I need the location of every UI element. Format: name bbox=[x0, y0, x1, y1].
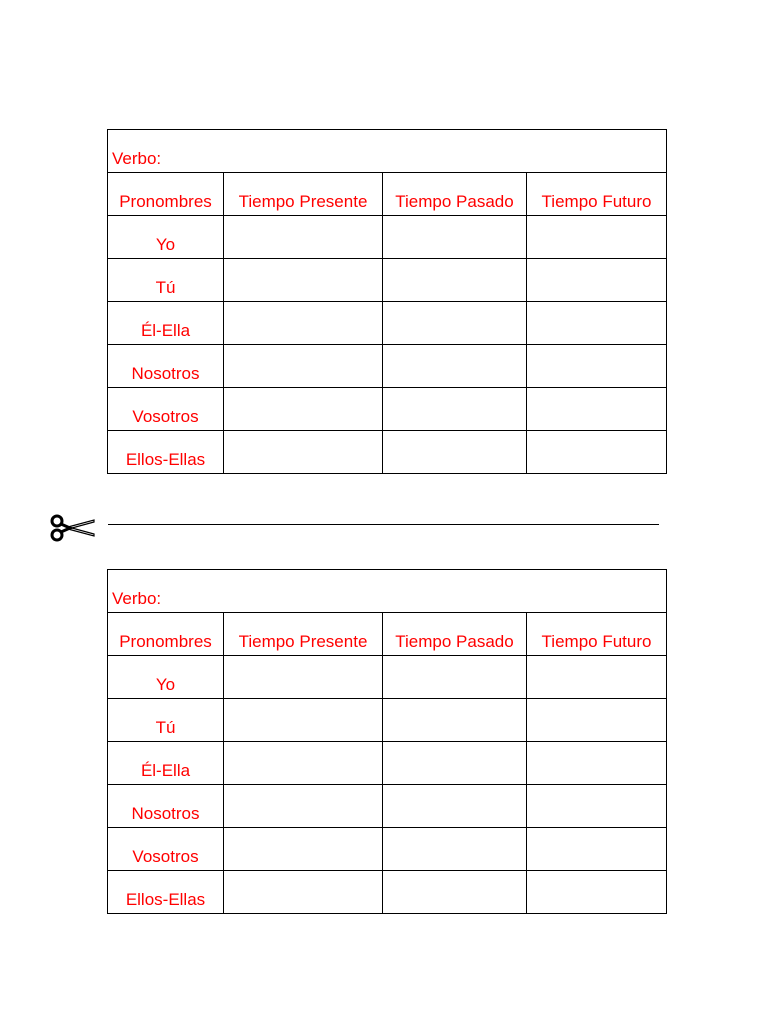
answer-cell-futuro[interactable] bbox=[527, 871, 667, 914]
scissors-icon bbox=[48, 514, 98, 542]
answer-cell-pasado[interactable] bbox=[383, 259, 527, 302]
table-row bbox=[108, 431, 667, 474]
table-row bbox=[108, 699, 667, 742]
pronoun-ellos-ellas: Ellos-Ellas bbox=[108, 431, 224, 474]
header-pronombres: Pronombres bbox=[108, 173, 224, 216]
answer-cell-futuro[interactable] bbox=[527, 656, 667, 699]
header-pronombres: Pronombres bbox=[108, 613, 224, 656]
answer-cell-presente[interactable] bbox=[224, 302, 383, 345]
pronoun-ellos-ellas: Ellos-Ellas bbox=[108, 871, 224, 914]
pronoun-yo: Yo bbox=[108, 216, 224, 259]
answer-cell-pasado[interactable] bbox=[383, 656, 527, 699]
answer-cell-pasado[interactable] bbox=[383, 699, 527, 742]
answer-cell-presente[interactable] bbox=[224, 742, 383, 785]
verb-row bbox=[108, 570, 667, 613]
answer-cell-presente[interactable] bbox=[224, 431, 383, 474]
answer-cell-presente[interactable] bbox=[224, 259, 383, 302]
answer-cell-presente[interactable] bbox=[224, 656, 383, 699]
answer-cell-pasado[interactable] bbox=[383, 388, 527, 431]
table-row bbox=[108, 388, 667, 431]
conjugation-table-2 bbox=[107, 569, 667, 914]
table-row bbox=[108, 216, 667, 259]
table-row bbox=[108, 742, 667, 785]
answer-cell-presente[interactable] bbox=[224, 785, 383, 828]
verb-label: Verbo: bbox=[108, 570, 667, 613]
answer-cell-pasado[interactable] bbox=[383, 871, 527, 914]
answer-cell-futuro[interactable] bbox=[527, 388, 667, 431]
table-row bbox=[108, 302, 667, 345]
verb-row bbox=[108, 130, 667, 173]
pronoun-el-ella: Él-Ella bbox=[108, 302, 224, 345]
answer-cell-futuro[interactable] bbox=[527, 828, 667, 871]
answer-cell-futuro[interactable] bbox=[527, 431, 667, 474]
answer-cell-futuro[interactable] bbox=[527, 742, 667, 785]
answer-cell-futuro[interactable] bbox=[527, 785, 667, 828]
table-row bbox=[108, 785, 667, 828]
answer-cell-pasado[interactable] bbox=[383, 828, 527, 871]
header-tiempo-presente: Tiempo Presente bbox=[224, 613, 383, 656]
answer-cell-pasado[interactable] bbox=[383, 742, 527, 785]
answer-cell-futuro[interactable] bbox=[527, 216, 667, 259]
table-row bbox=[108, 656, 667, 699]
answer-cell-presente[interactable] bbox=[224, 345, 383, 388]
answer-cell-pasado[interactable] bbox=[383, 431, 527, 474]
pronoun-tu: Tú bbox=[108, 699, 224, 742]
header-row bbox=[108, 613, 667, 656]
pronoun-nosotros: Nosotros bbox=[108, 785, 224, 828]
header-tiempo-futuro: Tiempo Futuro bbox=[527, 613, 667, 656]
pronoun-nosotros: Nosotros bbox=[108, 345, 224, 388]
pronoun-yo: Yo bbox=[108, 656, 224, 699]
pronoun-tu: Tú bbox=[108, 259, 224, 302]
table-row bbox=[108, 871, 667, 914]
pronoun-vosotros: Vosotros bbox=[108, 828, 224, 871]
conjugation-table-1 bbox=[107, 129, 667, 474]
pronoun-vosotros: Vosotros bbox=[108, 388, 224, 431]
answer-cell-futuro[interactable] bbox=[527, 345, 667, 388]
answer-cell-pasado[interactable] bbox=[383, 216, 527, 259]
verb-label: Verbo: bbox=[108, 130, 667, 173]
pronoun-el-ella: Él-Ella bbox=[108, 742, 224, 785]
table-row bbox=[108, 345, 667, 388]
answer-cell-pasado[interactable] bbox=[383, 345, 527, 388]
answer-cell-futuro[interactable] bbox=[527, 699, 667, 742]
answer-cell-futuro[interactable] bbox=[527, 302, 667, 345]
header-tiempo-pasado: Tiempo Pasado bbox=[383, 173, 527, 216]
answer-cell-presente[interactable] bbox=[224, 216, 383, 259]
header-tiempo-futuro: Tiempo Futuro bbox=[527, 173, 667, 216]
answer-cell-presente[interactable] bbox=[224, 699, 383, 742]
table-row bbox=[108, 259, 667, 302]
answer-cell-presente[interactable] bbox=[224, 388, 383, 431]
header-tiempo-presente: Tiempo Presente bbox=[224, 173, 383, 216]
answer-cell-pasado[interactable] bbox=[383, 302, 527, 345]
header-row bbox=[108, 173, 667, 216]
table-row bbox=[108, 828, 667, 871]
answer-cell-pasado[interactable] bbox=[383, 785, 527, 828]
answer-cell-presente[interactable] bbox=[224, 871, 383, 914]
header-tiempo-pasado: Tiempo Pasado bbox=[383, 613, 527, 656]
cut-line bbox=[48, 510, 663, 544]
cut-dash-line bbox=[108, 524, 659, 525]
answer-cell-futuro[interactable] bbox=[527, 259, 667, 302]
answer-cell-presente[interactable] bbox=[224, 828, 383, 871]
